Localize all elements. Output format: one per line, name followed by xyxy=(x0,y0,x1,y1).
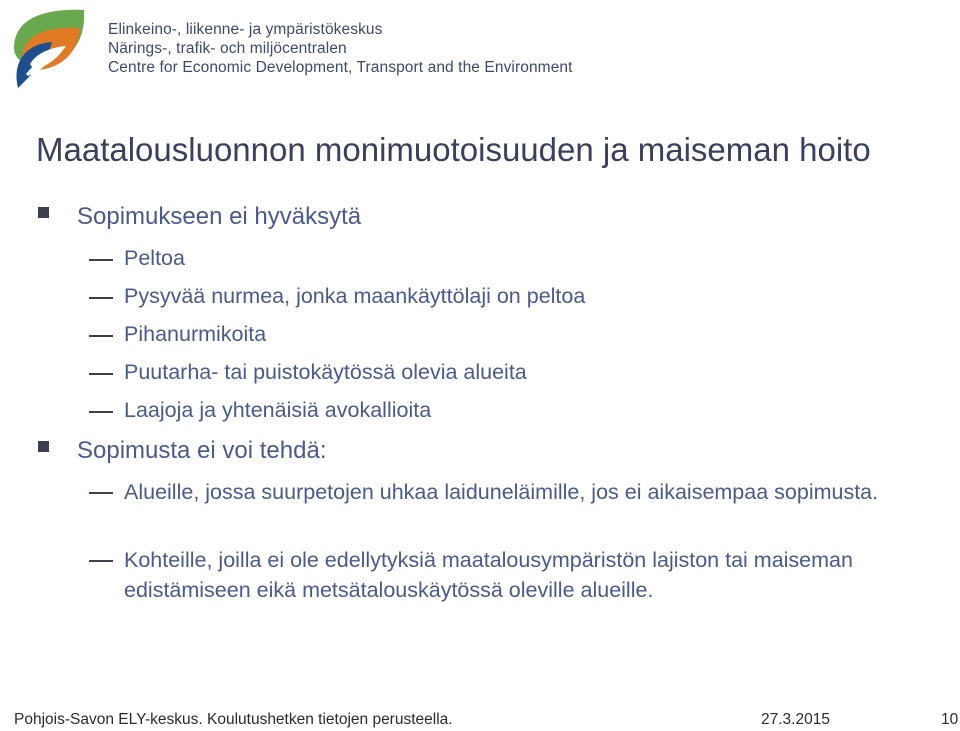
dash-bullet-icon xyxy=(89,411,113,413)
list-item: Puutarha- tai puistokäytössä olevia alueita xyxy=(124,360,527,384)
slide-title: Maatalousluonnon monimuotoisuuden ja maiseman hoito xyxy=(36,131,871,168)
dash-bullet-icon xyxy=(89,560,113,562)
section-heading: Sopimusta ei voi tehdä: xyxy=(77,437,327,464)
dash-bullet-icon xyxy=(89,259,113,261)
square-bullet-icon xyxy=(38,441,49,452)
dash-bullet-icon xyxy=(89,297,113,299)
ely-logo-icon xyxy=(8,4,90,90)
list-item: Peltoa xyxy=(124,246,185,270)
list-item: Kohteille, joilla ei ole edellytyksiä maatalousympäristön lajiston tai maiseman edistämiseen eikä metsätalouskäytössä oleville alueille. xyxy=(124,548,853,602)
dash-bullet-icon xyxy=(89,335,113,337)
org-name-en: Centre for Economic Development, Transport and the Environment xyxy=(108,59,573,76)
footer xyxy=(0,708,960,731)
org-name-sv: Närings-, trafik- och miljöcentralen xyxy=(108,40,347,57)
dash-bullet-icon xyxy=(89,492,113,494)
page-number: 10 xyxy=(941,711,959,728)
list-item: Laajoja ja yhtenäisiä avokallioita xyxy=(124,398,432,422)
header xyxy=(8,4,608,90)
organization-name xyxy=(108,20,573,77)
org-name-fi: Elinkeino-, liikenne- ja ympäristökeskus xyxy=(108,21,383,38)
square-bullet-icon xyxy=(38,207,49,218)
footer-date: 27.3.2015 xyxy=(761,711,830,728)
footer-source: Pohjois-Savon ELY-keskus. Koulutushetken tietojen perusteella. xyxy=(14,711,453,728)
dash-bullet-icon xyxy=(89,373,113,375)
list-item: Pysyvää nurmea, jonka maankäyttölaji on peltoa xyxy=(124,284,586,308)
list-item: Pihanurmikoita xyxy=(124,322,267,346)
section-heading: Sopimukseen ei hyväksytä xyxy=(77,203,362,230)
list-item: Alueille, jossa suurpetojen uhkaa laiduneläimille, jos ei aikaisempaa sopimusta. xyxy=(124,480,879,504)
